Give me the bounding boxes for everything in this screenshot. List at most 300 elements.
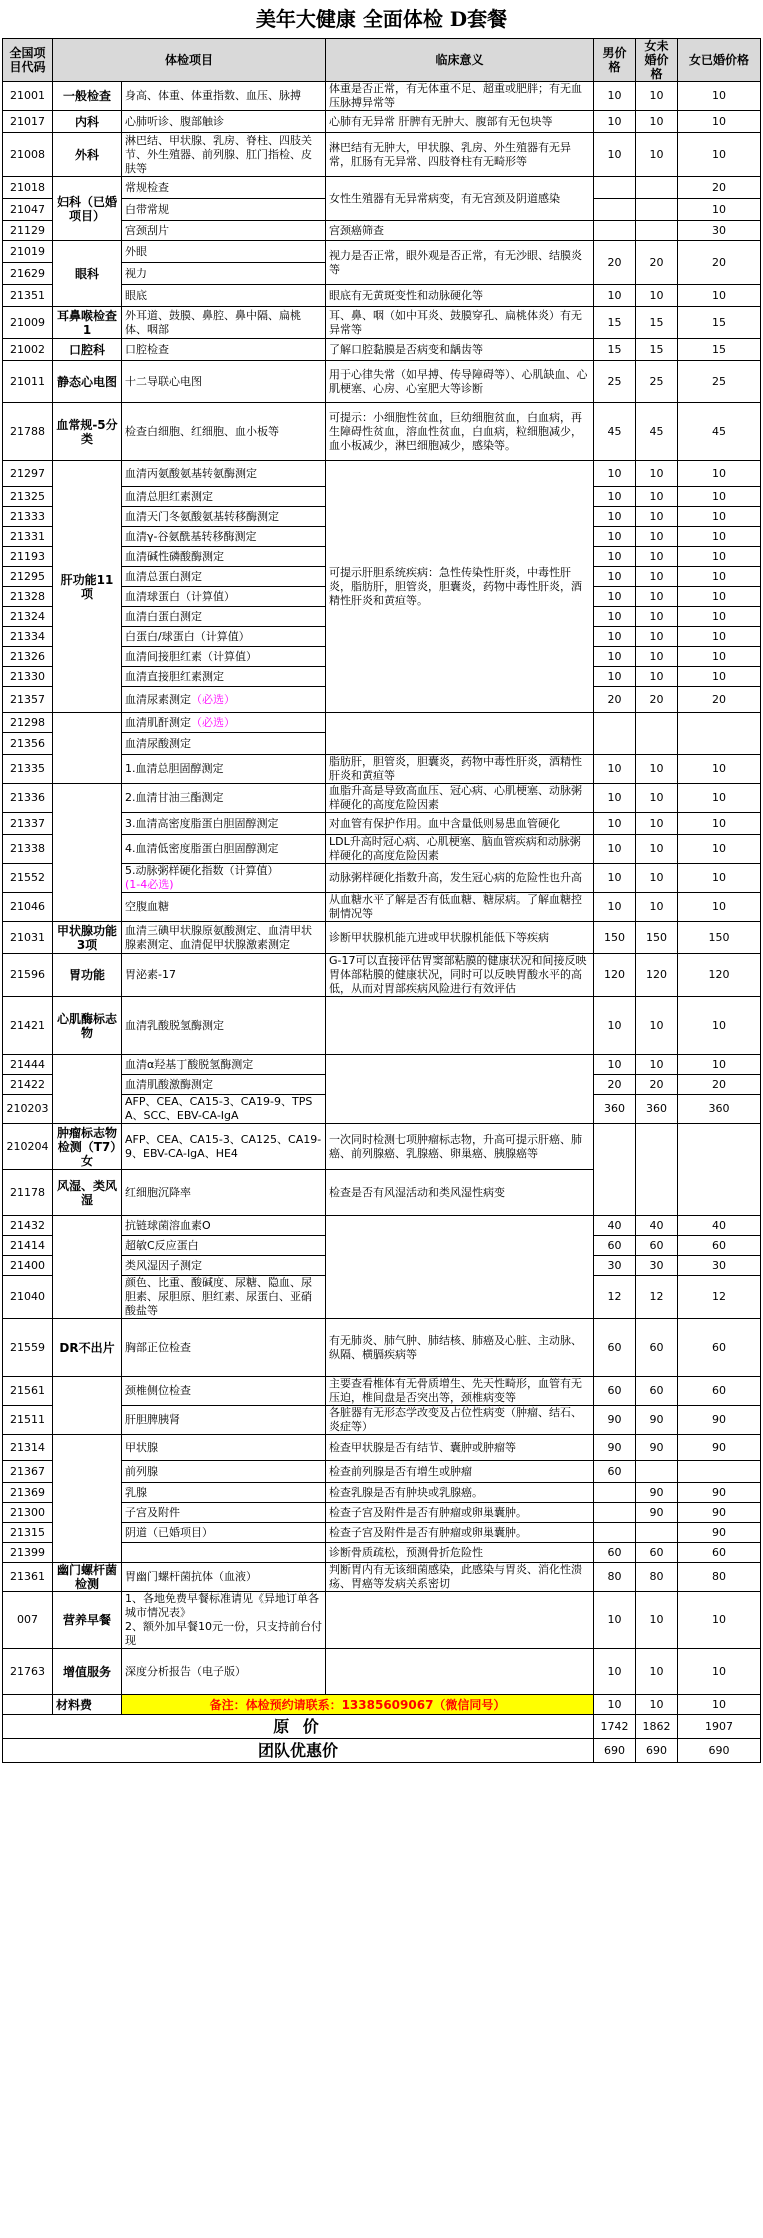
exam-item <box>122 1435 326 1461</box>
exam-item <box>122 1276 326 1319</box>
project-code: 21335 <box>3 755 53 784</box>
female-unmarried-price: 90 <box>636 1483 678 1503</box>
category-cell <box>53 1435 122 1563</box>
project-code: 21432 <box>3 1216 53 1236</box>
exam-item <box>122 607 326 627</box>
exam-item <box>122 733 326 755</box>
female-unmarried-price: 10 <box>636 607 678 627</box>
project-code: 007 <box>3 1592 53 1649</box>
male-price: 10 <box>594 755 636 784</box>
exam-item-text: 血清肌酐测定 <box>125 715 191 729</box>
female-unmarried-price: 90 <box>636 1503 678 1523</box>
team-discount-price-row <box>3 1739 761 1763</box>
female-married-price <box>678 1124 761 1216</box>
table-row <box>3 1649 761 1695</box>
exam-item <box>122 1543 326 1563</box>
project-code: 21193 <box>3 547 53 567</box>
female-unmarried-price: 60 <box>636 1319 678 1377</box>
project-code: 21300 <box>3 1503 53 1523</box>
female-unmarried-price: 10 <box>636 997 678 1055</box>
project-code: 21351 <box>3 285 53 307</box>
female-unmarried-price: 10 <box>636 1592 678 1649</box>
clinical-meaning: 脂肪肝，胆管炎，胆囊炎，药物中毒性肝炎，酒精性肝炎和黄疸等 <box>326 755 594 784</box>
female-unmarried-price: 10 <box>636 1695 678 1715</box>
project-code: 21552 <box>3 864 53 893</box>
female-unmarried-price: 10 <box>636 547 678 567</box>
project-code: 21338 <box>3 835 53 864</box>
female-unmarried-price: 12 <box>636 1276 678 1319</box>
table-row <box>3 1695 761 1715</box>
female-married-price: 10 <box>678 487 761 507</box>
clinical-meaning: 检查子宫及附件是否有肿瘤或卵巢囊肿。 <box>326 1523 594 1543</box>
female-married-price: 10 <box>678 461 761 487</box>
female-married-price: 30 <box>678 221 761 241</box>
project-code: 21763 <box>3 1649 53 1695</box>
exam-item-text: 眼底 <box>125 288 147 302</box>
exam-item-text: 抗链球菌溶血素O <box>125 1218 211 1232</box>
required-note: （必选） <box>191 692 235 706</box>
project-code: 21561 <box>3 1377 53 1406</box>
clinical-meaning: 判断胃内有无该细菌感染，此感染与胃炎、消化性溃疡、胃癌等发病关系密切 <box>326 1563 594 1592</box>
category-cell: 肝功能11项 <box>53 461 122 713</box>
exam-item-text: 外耳道、鼓膜、鼻腔、鼻中隔、扁桃体、咽部 <box>125 308 301 336</box>
project-code: 21444 <box>3 1055 53 1075</box>
male-price: 12 <box>594 1276 636 1319</box>
exam-item-text: 白带常规 <box>125 202 169 216</box>
exam-item <box>122 307 326 339</box>
exam-item <box>122 403 326 461</box>
exam-item <box>122 507 326 527</box>
exam-item <box>122 199 326 221</box>
female-married-price: 20 <box>678 1075 761 1095</box>
category-cell: 外科 <box>53 133 122 177</box>
team-discount-price-female-unmarried: 690 <box>636 1739 678 1763</box>
female-married-price: 10 <box>678 199 761 221</box>
female-married-price: 10 <box>678 133 761 177</box>
clinical-meaning <box>326 713 594 755</box>
clinical-meaning: G-17可以直接评估胃窦部粘膜的健康状况和间接反映胃体部粘膜的健康状况，同时可以反映胃酸水平的高低，从而对胃部疾病风险进行有效评估 <box>326 954 594 997</box>
female-married-price: 20 <box>678 241 761 285</box>
table-row <box>3 1124 761 1170</box>
clinical-meaning: 可提示肝胆系统疾病：急性传染性肝炎，中毒性肝炎，脂肪肝，胆管炎，胆囊炎，药物中毒性肝炎，酒精性肝炎和黄疸等。 <box>326 461 594 713</box>
exam-item <box>122 461 326 487</box>
project-code: 21337 <box>3 813 53 835</box>
project-code: 21298 <box>3 713 53 733</box>
exam-item-text: 视力 <box>125 266 147 280</box>
project-code: 21361 <box>3 1563 53 1592</box>
exam-item-text: 血清总蛋白测定 <box>125 569 202 583</box>
male-price: 25 <box>594 361 636 403</box>
male-price: 60 <box>594 1319 636 1377</box>
category-cell: 静态心电图 <box>53 361 122 403</box>
clinical-meaning: 用于心律失常（如早搏、传导障碍等）、心肌缺血、心肌梗塞、心房、心室肥大等诊断 <box>326 361 594 403</box>
table-row <box>3 403 761 461</box>
original-price-male: 1742 <box>594 1715 636 1739</box>
female-married-price: 10 <box>678 285 761 307</box>
male-price: 10 <box>594 1592 636 1649</box>
male-price <box>594 199 636 221</box>
category-cell: 幽门螺杆菌检测 <box>53 1563 122 1592</box>
clinical-meaning: 耳、鼻、咽（如中耳炎、鼓膜穿孔、扁桃体炎）有无异常等 <box>326 307 594 339</box>
exam-item-text: 血清三碘甲状腺原氨酸测定、血清甲状腺素测定、血清促甲状腺激素测定 <box>125 923 312 951</box>
project-code: 21421 <box>3 997 53 1055</box>
original-price-female-married: 1907 <box>678 1715 761 1739</box>
female-unmarried-price <box>636 177 678 199</box>
exam-item <box>122 241 326 263</box>
female-unmarried-price: 60 <box>636 1543 678 1563</box>
header-item: 体检项目 <box>53 39 326 82</box>
exam-item <box>122 997 326 1055</box>
female-married-price: 15 <box>678 339 761 361</box>
exam-item-text: 外眼 <box>125 244 147 258</box>
female-unmarried-price: 10 <box>636 835 678 864</box>
clinical-meaning: 检查乳腺是否有肿块或乳腺癌。 <box>326 1483 594 1503</box>
exam-item <box>122 755 326 784</box>
project-code: 21333 <box>3 507 53 527</box>
male-price: 10 <box>594 667 636 687</box>
male-price: 10 <box>594 82 636 111</box>
female-unmarried-price: 20 <box>636 241 678 285</box>
exam-item <box>122 784 326 813</box>
exam-item <box>122 1563 326 1592</box>
clinical-meaning: 检查甲状腺是否有结节、囊肿或肿瘤等 <box>326 1435 594 1461</box>
female-unmarried-price: 90 <box>636 1435 678 1461</box>
female-unmarried-price <box>636 221 678 241</box>
female-unmarried-price: 360 <box>636 1095 678 1124</box>
category-cell: 耳鼻喉检查1 <box>53 307 122 339</box>
project-code: 21017 <box>3 111 53 133</box>
female-unmarried-price: 20 <box>636 687 678 713</box>
team-discount-price-label: 团队优惠价 <box>3 1739 594 1763</box>
female-unmarried-price: 150 <box>636 922 678 954</box>
category-cell: 妇科（已婚项目） <box>53 177 122 241</box>
table-row <box>3 177 761 199</box>
female-married-price: 45 <box>678 403 761 461</box>
exam-item <box>122 111 326 133</box>
exam-item-text: 前列腺 <box>125 1464 158 1478</box>
project-code: 21788 <box>3 403 53 461</box>
clinical-meaning <box>326 997 594 1055</box>
clinical-meaning: 从血糖水平了解是否有低血糖、糖尿病。了解血糖控制情况等 <box>326 893 594 922</box>
female-unmarried-price: 40 <box>636 1216 678 1236</box>
exam-item <box>122 954 326 997</box>
table-row <box>3 713 761 733</box>
female-unmarried-price: 15 <box>636 307 678 339</box>
clinical-meaning: 诊断骨质疏松，预测骨折危险性 <box>326 1543 594 1563</box>
exam-item-text: 血清总胆红素测定 <box>125 489 213 503</box>
exam-item-text: 胸部正位检查 <box>125 1340 191 1354</box>
project-code: 21559 <box>3 1319 53 1377</box>
male-price: 20 <box>594 687 636 713</box>
female-unmarried-price: 45 <box>636 403 678 461</box>
exam-item-text: 身高、体重、体重指数、血压、脉搏 <box>125 89 301 102</box>
female-married-price: 10 <box>678 111 761 133</box>
table-row <box>3 241 761 263</box>
exam-item-text: 子宫及附件 <box>125 1505 180 1519</box>
clinical-meaning: 检查子宫及附件是否有肿瘤或卵巢囊肿。 <box>326 1503 594 1523</box>
exam-item-text: 血清尿素测定 <box>125 692 191 706</box>
male-price: 10 <box>594 587 636 607</box>
female-unmarried-price <box>636 1523 678 1543</box>
female-married-price: 10 <box>678 607 761 627</box>
female-married-price: 25 <box>678 361 761 403</box>
category-cell: 内科 <box>53 111 122 133</box>
project-code: 21129 <box>3 221 53 241</box>
clinical-meaning <box>326 1649 594 1695</box>
female-unmarried-price: 60 <box>636 1236 678 1256</box>
female-unmarried-price: 10 <box>636 864 678 893</box>
male-price <box>594 713 636 755</box>
female-married-price: 10 <box>678 667 761 687</box>
female-unmarried-price <box>636 199 678 221</box>
female-married-price: 40 <box>678 1216 761 1236</box>
exam-item-text: 1.血清总胆固醇测定 <box>125 762 224 775</box>
exam-item-text: 胃泌素-17 <box>125 968 176 981</box>
exam-item-text: 血清γ-谷氨酰基转移酶测定 <box>125 529 257 543</box>
project-code: 21297 <box>3 461 53 487</box>
category-cell <box>53 784 122 922</box>
male-price: 30 <box>594 1256 636 1276</box>
female-unmarried-price: 60 <box>636 1377 678 1406</box>
exam-item <box>122 835 326 864</box>
clinical-meaning: 各脏器有无形态学改变及占位性病变（肿瘤、结石、炎症等） <box>326 1406 594 1435</box>
exam-item-text: 红细胞沉降率 <box>125 1185 191 1199</box>
female-married-price <box>678 1461 761 1483</box>
project-code: 21422 <box>3 1075 53 1095</box>
female-married-price: 90 <box>678 1435 761 1461</box>
female-married-price: 12 <box>678 1276 761 1319</box>
clinical-meaning: 心肺有无异常 肝脾有无肿大、腹部有无包块等 <box>326 111 594 133</box>
female-unmarried-price: 10 <box>636 627 678 647</box>
male-price: 10 <box>594 607 636 627</box>
project-code: 21009 <box>3 307 53 339</box>
table-row <box>3 1563 761 1592</box>
exam-item <box>122 527 326 547</box>
exam-item <box>122 1483 326 1503</box>
exam-item-text: 4.血清低密度脂蛋白胆固醇测定 <box>125 842 279 855</box>
female-married-price: 10 <box>678 813 761 835</box>
male-price: 10 <box>594 627 636 647</box>
table-row <box>3 784 761 813</box>
original-price-female-unmarried: 1862 <box>636 1715 678 1739</box>
exam-item <box>122 922 326 954</box>
male-price <box>594 1483 636 1503</box>
exam-item-text: 血清直接胆红素测定 <box>125 669 224 683</box>
exam-item <box>122 567 326 587</box>
table-row <box>3 1055 761 1075</box>
project-code: 21040 <box>3 1276 53 1319</box>
clinical-meaning: 检查是否有风湿活动和类风湿性病变 <box>326 1170 594 1216</box>
category-cell: 营养早餐 <box>53 1592 122 1649</box>
male-price <box>594 221 636 241</box>
male-price: 120 <box>594 954 636 997</box>
female-married-price: 20 <box>678 177 761 199</box>
female-unmarried-price: 90 <box>636 1406 678 1435</box>
exam-item-text: AFP、CEA、CA15-3、CA125、CA19-9、EBV-CA-IgA、HE4 <box>125 1132 322 1160</box>
project-code: 21178 <box>3 1170 53 1216</box>
exam-item-text: 空腹血糖 <box>125 900 169 913</box>
exam-item <box>122 813 326 835</box>
category-cell: 材料费 <box>53 1695 122 1715</box>
female-married-price: 20 <box>678 687 761 713</box>
male-price: 150 <box>594 922 636 954</box>
clinical-meaning <box>326 1592 594 1649</box>
exam-item <box>122 339 326 361</box>
male-price: 60 <box>594 1236 636 1256</box>
project-code: 21315 <box>3 1523 53 1543</box>
clinical-meaning: 对血管有保护作用。血中含量低则易患血管硬化 <box>326 813 594 835</box>
table-row <box>3 307 761 339</box>
exam-item <box>122 687 326 713</box>
category-cell: 眼科 <box>53 241 122 307</box>
female-married-price <box>678 713 761 755</box>
female-married-price: 10 <box>678 1695 761 1715</box>
project-code: 21295 <box>3 567 53 587</box>
exam-item-text: 宫颈刮片 <box>125 223 169 237</box>
exam-item-text: 口腔检查 <box>125 342 169 356</box>
exam-item <box>122 82 326 111</box>
female-married-price: 90 <box>678 1503 761 1523</box>
project-code: 21018 <box>3 177 53 199</box>
exam-item-text: 血清白蛋白测定 <box>125 609 202 623</box>
exam-item-text: 白蛋白/球蛋白（计算值） <box>125 629 250 643</box>
exam-item <box>122 1075 326 1095</box>
clinical-meaning: 诊断甲状腺机能亢进或甲状腺机能低下等疾病 <box>326 922 594 954</box>
exam-item-text: 超敏C反应蛋白 <box>125 1238 199 1252</box>
male-price: 10 <box>594 813 636 835</box>
male-price: 15 <box>594 339 636 361</box>
clinical-meaning <box>326 1216 594 1319</box>
project-code: 21331 <box>3 527 53 547</box>
project-code: 21356 <box>3 733 53 755</box>
category-cell: 一般检查 <box>53 82 122 111</box>
project-code: 21011 <box>3 361 53 403</box>
exam-item <box>122 1503 326 1523</box>
female-unmarried-price: 10 <box>636 507 678 527</box>
table-row <box>3 111 761 133</box>
project-code: 21334 <box>3 627 53 647</box>
exam-item-text: 血清α羟基丁酸脱氢酶测定 <box>125 1057 254 1071</box>
exam-item-text: 类风湿因子测定 <box>125 1258 202 1272</box>
table-row <box>3 1216 761 1236</box>
exam-item <box>122 1095 326 1124</box>
exam-item <box>122 627 326 647</box>
female-married-price: 10 <box>678 82 761 111</box>
female-unmarried-price: 10 <box>636 1649 678 1695</box>
female-married-price: 10 <box>678 527 761 547</box>
category-cell: DR不出片 <box>53 1319 122 1377</box>
clinical-meaning: 一次同时检测七项肿瘤标志物，升高可提示肝癌、肺癌、前列腺癌、乳腺癌、卵巢癌、胰腺癌等 <box>326 1124 594 1170</box>
female-unmarried-price: 10 <box>636 111 678 133</box>
project-code: 21326 <box>3 647 53 667</box>
female-unmarried-price: 10 <box>636 587 678 607</box>
exam-item-text: 血清肌酸激酶测定 <box>125 1077 213 1091</box>
clinical-meaning: 主要查看椎体有无骨质增生、先天性畸形，血管有无压迫，椎间盘是否突出等，颈椎病变等 <box>326 1377 594 1406</box>
exam-item-text: 十二导联心电图 <box>125 374 202 388</box>
exam-item <box>122 263 326 285</box>
header-row <box>3 39 761 82</box>
exam-item <box>122 1319 326 1377</box>
project-code: 21629 <box>3 263 53 285</box>
original-price-row <box>3 1715 761 1739</box>
header-female-unmarried-price: 女未婚价格 <box>636 39 678 82</box>
exam-item <box>122 647 326 667</box>
female-married-price: 10 <box>678 1592 761 1649</box>
male-price: 10 <box>594 1695 636 1715</box>
exam-item <box>122 1256 326 1276</box>
female-married-price: 10 <box>678 1649 761 1695</box>
category-cell: 风湿、类风湿 <box>53 1170 122 1216</box>
exam-item <box>122 487 326 507</box>
male-price: 10 <box>594 507 636 527</box>
male-price <box>594 1124 636 1216</box>
female-married-price: 10 <box>678 835 761 864</box>
exam-item <box>122 1649 326 1695</box>
exam-item-text: 甲状腺 <box>125 1440 158 1454</box>
exam-item-text: 颜色、比重、酸碱度、尿糖、隐血、尿胆素、尿胆原、胆红素、尿蛋白、亚硝酸盐等 <box>125 1276 312 1317</box>
clinical-meaning: 有无肺炎、肺气肿、肺结核、肺癌及心脏、主动脉、纵隔、横膈疾病等 <box>326 1319 594 1377</box>
male-price: 80 <box>594 1563 636 1592</box>
clinical-meaning: 女性生殖器有无异常病变，有无宫颈及阴道感染 <box>326 177 594 221</box>
clinical-meaning: 宫颈癌筛查 <box>326 221 594 241</box>
female-unmarried-price: 10 <box>636 527 678 547</box>
table-row <box>3 1435 761 1461</box>
category-cell: 口腔科 <box>53 339 122 361</box>
table-row <box>3 1592 761 1649</box>
table-row <box>3 82 761 111</box>
required-note: (1-4必选) <box>125 878 174 891</box>
male-price: 10 <box>594 864 636 893</box>
female-married-price: 360 <box>678 1095 761 1124</box>
exam-item <box>122 547 326 567</box>
female-married-price: 10 <box>678 567 761 587</box>
exam-item-text: 3.血清高密度脂蛋白胆固醇测定 <box>125 816 279 830</box>
male-price: 10 <box>594 487 636 507</box>
clinical-meaning: 动脉粥样硬化指数升高，发生冠心病的危险性也升高 <box>326 864 594 893</box>
category-cell <box>53 713 122 784</box>
exam-item-text: 检查白细胞、红细胞、血小板等 <box>125 424 279 438</box>
project-code: 21031 <box>3 922 53 954</box>
female-unmarried-price: 30 <box>636 1256 678 1276</box>
exam-item <box>122 1055 326 1075</box>
female-married-price: 150 <box>678 922 761 954</box>
male-price: 10 <box>594 547 636 567</box>
table-row <box>3 1377 761 1406</box>
project-code: 21324 <box>3 607 53 627</box>
category-cell: 胃功能 <box>53 954 122 997</box>
header-female-married-price: 女已婚价格 <box>678 39 761 82</box>
male-price: 60 <box>594 1543 636 1563</box>
clinical-meaning: 眼底有无黄斑变性和动脉硬化等 <box>326 285 594 307</box>
male-price: 10 <box>594 1649 636 1695</box>
female-married-price: 15 <box>678 307 761 339</box>
project-code: 21047 <box>3 199 53 221</box>
male-price: 15 <box>594 307 636 339</box>
female-married-price: 60 <box>678 1236 761 1256</box>
male-price: 90 <box>594 1435 636 1461</box>
table-row <box>3 361 761 403</box>
female-unmarried-price <box>636 713 678 755</box>
male-price: 90 <box>594 1406 636 1435</box>
male-price: 360 <box>594 1095 636 1124</box>
project-code: 21330 <box>3 667 53 687</box>
male-price: 60 <box>594 1377 636 1406</box>
female-unmarried-price: 10 <box>636 461 678 487</box>
female-married-price: 90 <box>678 1483 761 1503</box>
exam-item-text: 淋巴结、甲状腺、乳房、脊柱、四肢关节、外生殖器、前列腺、肛门指检、皮肤等 <box>125 133 312 175</box>
project-code: 21314 <box>3 1435 53 1461</box>
exam-item <box>122 1592 326 1649</box>
